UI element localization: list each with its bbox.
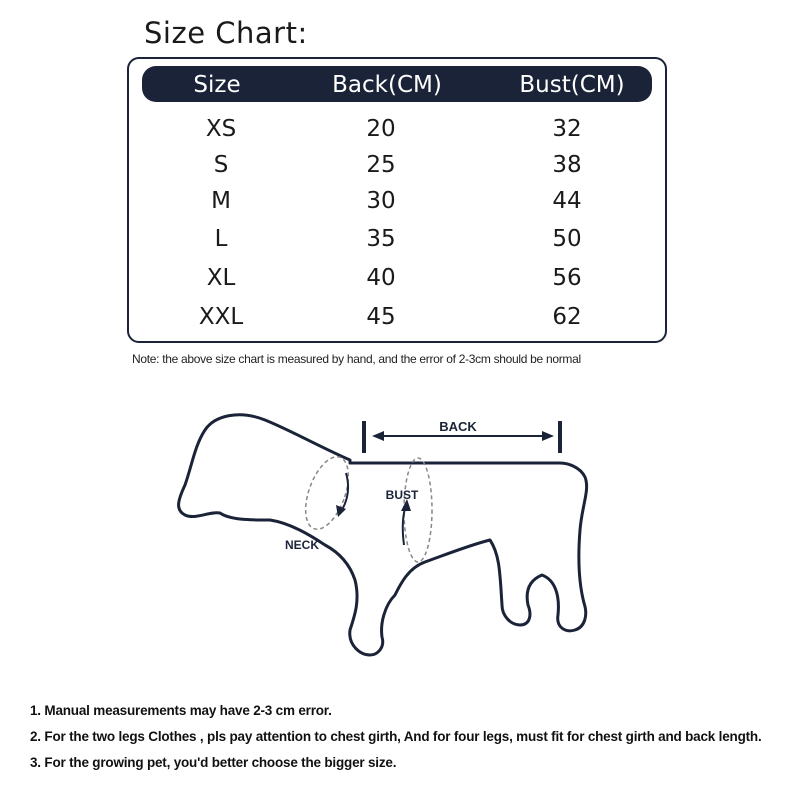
- cell-size: L: [214, 226, 228, 252]
- cell-size: S: [213, 152, 229, 178]
- back-arrow-left-head: [372, 431, 384, 441]
- neck-label: NECK: [284, 538, 320, 552]
- table-header: [142, 66, 652, 102]
- instruction-item: 3. For the growing pet, you'd better choose the bigger size.: [30, 755, 397, 770]
- header-back: Back(CM): [332, 72, 442, 98]
- dog-measurement-diagram: [170, 405, 630, 675]
- cell-size: XXL: [198, 304, 244, 330]
- table-row: [129, 226, 665, 262]
- cell-size: M: [211, 188, 231, 214]
- header-bust: Bust(CM): [519, 72, 625, 98]
- cell-bust: 50: [552, 226, 582, 252]
- cell-back: 45: [366, 304, 396, 330]
- size-chart-table: [127, 57, 667, 343]
- page-title: Size Chart:: [144, 16, 308, 50]
- cell-bust: 62: [552, 304, 582, 330]
- cell-size: XL: [206, 265, 236, 291]
- measurement-note: Note: the above size chart is measured by hand, and the error of 2-3cm should be normal: [132, 352, 581, 366]
- cell-size: XS: [205, 116, 237, 142]
- back-arrow-right-head: [542, 431, 554, 441]
- back-label: BACK: [439, 419, 477, 434]
- cell-bust: 56: [552, 265, 582, 291]
- bust-label: BUST: [385, 488, 419, 502]
- header-size: Size: [193, 72, 241, 98]
- cell-back: 20: [366, 116, 396, 142]
- cell-back: 25: [366, 152, 396, 178]
- table-row: [129, 188, 665, 224]
- cell-back: 40: [366, 265, 396, 291]
- instruction-item: 2. For the two legs Clothes , pls pay attention to chest girth, And for four legs, must fit for chest girth and back length.: [30, 729, 762, 744]
- cell-bust: 44: [552, 188, 582, 214]
- cell-back: 30: [366, 188, 396, 214]
- dog-outline: [179, 415, 587, 655]
- instructions-list: [30, 703, 762, 781]
- table-row: [129, 152, 665, 188]
- table-row: [129, 304, 665, 340]
- table-row: [129, 116, 665, 152]
- cell-bust: 32: [552, 116, 582, 142]
- table-row: [129, 265, 665, 301]
- cell-back: 35: [366, 226, 396, 252]
- instruction-item: 1. Manual measurements may have 2-3 cm error.: [30, 703, 332, 718]
- cell-bust: 38: [552, 152, 582, 178]
